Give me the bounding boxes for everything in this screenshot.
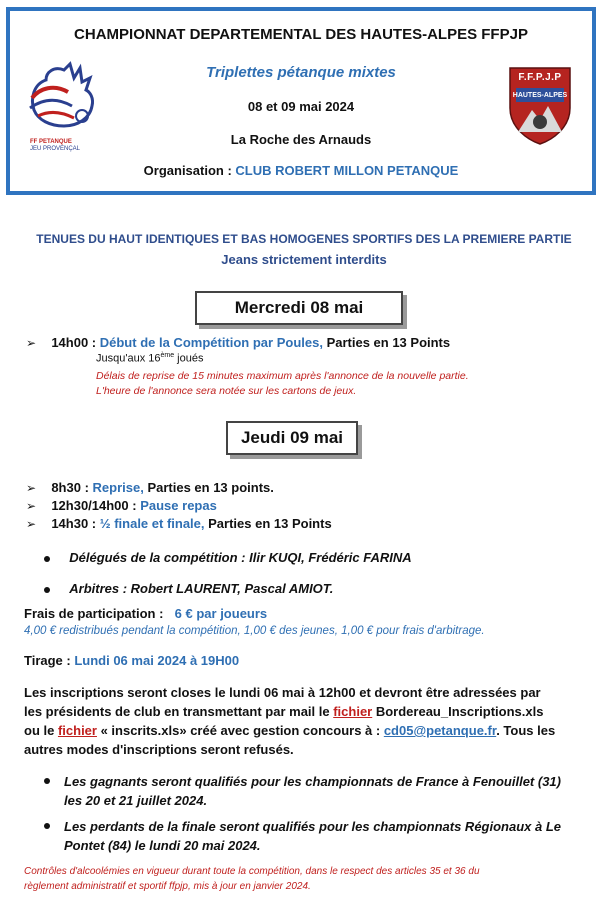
day2-schedule-item: ➢ 14h30 : ½ finale et finale, Parties en 13 Points — [26, 516, 332, 531]
jeans-notice: Jeans strictement interdits — [221, 252, 387, 267]
day2-schedule-item: ➢ 8h30 : Reprise, Parties en 13 points. — [26, 480, 274, 495]
dot-bullet-icon — [44, 778, 50, 784]
email-link[interactable]: cd05@petanque.fr — [383, 723, 497, 738]
logo-left-line2: JEU PROVENÇAL — [30, 146, 81, 152]
event-dates: 08 et 09 mai 2024 — [247, 99, 355, 114]
schedule-event: Début de la Compétition par Poules, — [99, 335, 323, 350]
organisation-value: CLUB ROBERT MILLON PETANQUE — [235, 163, 459, 178]
day2-header: Jeudi 09 mai — [226, 421, 358, 455]
logo-right-line1: F.F.P.J.P — [518, 72, 562, 83]
event-place: La Roche des Arnauds — [230, 132, 372, 147]
day1-delay-note: Délais de reprise de 15 minutes maximum après l'annonce de la nouvelle partie. — [96, 370, 469, 382]
delegates-item: Délégués de la compétition : Ilir KUQI, Frédéric FARINA — [44, 550, 412, 565]
schedule-sep: : — [88, 335, 100, 350]
day1-schedule-item — [26, 335, 450, 350]
logo-right-line2: HAUTES-ALPES — [512, 92, 568, 99]
draw-label: Tirage : — [24, 653, 75, 668]
fees-detail: 4,00 € redistribués pendant la compétition, 1,00 € des jeunes, 1,00 € pour frais d'arbitrage. — [24, 625, 485, 637]
arrow-bullet-icon: ➢ — [26, 517, 37, 531]
logo-left-line1: FF PETANQUE — [30, 139, 72, 145]
day1-header: Mercredi 08 mai — [195, 291, 403, 325]
ffpjp-hautes-alpes-logo — [508, 66, 572, 146]
dress-code-notice: TENUES DU HAUT IDENTIQUES ET BAS HOMOGENES SPORTIFS DES LA PREMIERE PARTIE — [36, 232, 572, 246]
organisation — [10, 163, 592, 178]
fichier-link[interactable]: fichier — [57, 723, 97, 738]
day2-schedule-item: ➢ 12h30/14h00 : Pause repas — [26, 498, 217, 513]
fees-label: Frais de participation : — [24, 606, 164, 621]
fees-value: 6 € par joueurs — [174, 606, 268, 621]
subtitle: Triplettes pétanque mixtes — [206, 64, 396, 81]
referees-item: Arbitres : Robert LAURENT, Pascal AMIOT. — [44, 581, 333, 596]
winners-item: Les gagnants seront qualifiés pour les championnats de France à Fenouillet (31) les 20 et 21 juillet 2024. — [44, 772, 561, 810]
rooster-icon — [24, 58, 106, 134]
draw — [24, 653, 239, 668]
arrow-bullet-icon: ➢ — [26, 481, 37, 495]
dot-bullet-icon — [44, 587, 50, 593]
arrow-bullet-icon: ➢ — [26, 499, 37, 513]
dot-bullet-icon — [44, 823, 50, 829]
dot-bullet-icon — [44, 556, 50, 562]
fees — [24, 606, 267, 621]
schedule-rest: Parties en 13 Points — [322, 335, 451, 350]
draw-value: Lundi 06 mai 2024 à 19H00 — [74, 653, 240, 668]
ff-petanque-logo — [24, 58, 106, 150]
arrow-bullet-icon: ➢ — [26, 336, 37, 350]
schedule-time: 14h00 — [51, 335, 89, 350]
fichier-link[interactable]: fichier — [333, 704, 373, 719]
organisation-label: Organisation : — [143, 163, 232, 178]
page-title: CHAMPIONNAT DEPARTEMENTAL DES HAUTES-ALPES FFPJP — [74, 26, 528, 43]
registration-paragraph: Les inscriptions seront closes le lundi 06 mai à 12h00 et devront être adressées par les présidents de club en transmettant par mail le fichier Bordereau_Inscriptions.xls ou le fichier « inscrits.xls» créé avec gestion concours à : cd05@petanque.fr. Tous les autres modes d'inscriptions seront refusés. — [24, 685, 556, 757]
day1-card-note: L'heure de l'annonce sera notée sur les cartons de jeux. — [96, 385, 357, 397]
losers-item: Les perdants de la finale seront qualifiés pour les championnats Régionaux à Le Pontet (84) le lundi 20 mai 2024. — [44, 817, 561, 855]
footer-note: Contrôles d'alcoolémies en vigueur durant toute la compétition, dans le respect des articles 35 et 36 du règlement administratif et sportif ffpjp, mis à jour en janvier 2024. — [24, 866, 480, 892]
day1-subnote: Jusqu'aux 16ème joués — [96, 352, 204, 365]
